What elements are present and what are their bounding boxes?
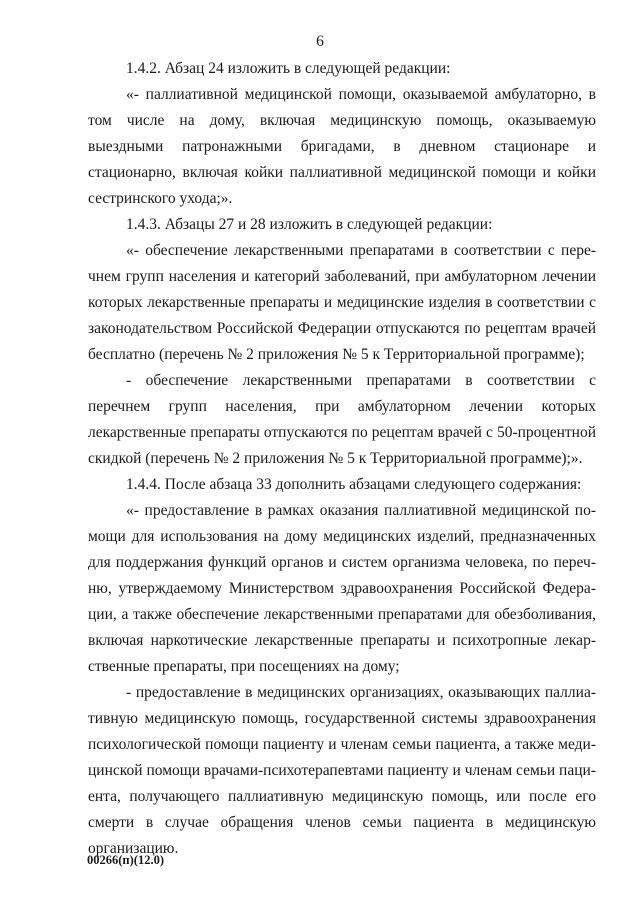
page-number: 6	[316, 33, 324, 50]
document-body	[88, 56, 596, 862]
paragraph-home-devices: «- предоставление в рамках оказания паллиативной медицинской помощи для использования на дому медицинских изделий, предназначенных для поддержания функций органов и систем организма человека, по перечню, утверждаемому Министерством здравоохранения Российской Федерации, а также обеспечение лекарственными препаратами для обезболивания, включая наркотические лекарственные препараты и психотропные лекарственные препараты, при посещениях на дому;	[88, 502, 596, 675]
paragraph-psychological-help: - предоставление в медицинских организациях, оказывающих паллиативную медицинскую помощь, государственной системы здравоохранения психологической помощи пациенту и членам семьи пациента, а также медицинской помощи врачами-психотерапевтами пациенту и членам семьи пациента, получающего паллиативную медицинскую помощь, или после его смерти в случае обращения членов семьи пациента в медицинскую организацию.	[88, 684, 596, 857]
paragraph-1-4-3-heading: 1.4.3. Абзацы 27 и 28 изложить в следующей редакции:	[126, 216, 493, 233]
paragraph-1-4-2-heading: 1.4.2. Абзац 24 изложить в следующей редакции:	[126, 60, 451, 77]
paragraph-1-4-4-heading: 1.4.4. После абзаца 33 дополнить абзацами следующего содержания:	[126, 476, 582, 493]
paragraph-palliative-care: «- паллиативной медицинской помощи, оказываемой амбулаторно, в том числе на дому, включая медицинскую помощь, оказываемую выездными патронажными бригадами, в дневном стационаре и стационарно, включая койки паллиативной медицинской помощи и койки сестринского ухода;».	[88, 86, 596, 207]
paragraph-discount-medicines: - обеспечение лекарственными препаратами в соответствии с перечнем групп населения, при амбулаторном лечении которых лекарственные препараты отпускаются по рецептам врачей с 50-процентной скидкой (перечень № 2 приложения № 5 к Территориальной программе);».	[88, 372, 596, 467]
document-code: 00266(п)(12.0)	[87, 853, 164, 867]
paragraph-free-medicines: «- обеспечение лекарственными препаратами в соответствии с перечнем групп населения и категорий заболеваний, при амбулаторном лечении которых лекарственные препараты и медицинские изделия в соответствии с законодательством Российской Федерации отпускаются по рецептам врачей бесплатно (перечень № 2 приложения № 5 к Территориальной программе);	[88, 242, 596, 363]
